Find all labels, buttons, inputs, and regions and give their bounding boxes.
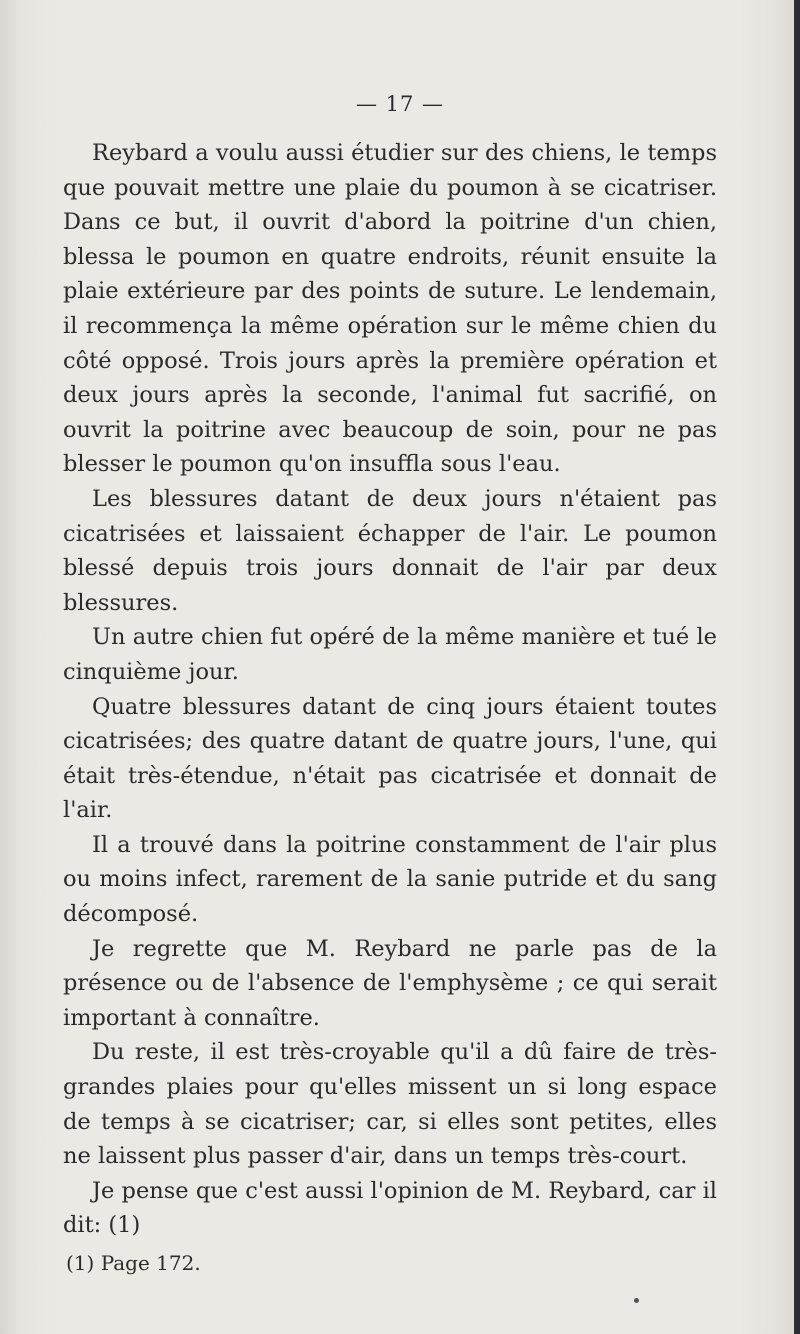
paragraph-6: Je regrette que M. Reybard ne parle pas de la présence ou de l'absence de l'emphysème ; ce qui serait important à connaître.: [63, 935, 717, 1031]
paragraph-7: Du reste, il est très-croyable qu'il a dû faire de très-grandes plaies pour qu'elles missent un si long espace de temps à se cicatriser; car, si elles sont petites, elles ne laissent plus passer d'air, dans un temps très-court.: [63, 1039, 717, 1170]
paragraph-5: Il a trouvé dans la poitrine constamment de l'air plus ou moins infect, rarement de la sanie putride et du sang décomposé.: [63, 831, 717, 928]
paragraph-2: Les blessures datant de deux jours n'étaient pas cicatrisées et laissaient échapper de l'air. Le poumon blessé depuis trois jours donnait de l'air par deux blessures.: [63, 485, 717, 616]
body-text: [63, 136, 717, 1243]
paragraph-8: Je pense que c'est aussi l'opinion de M. Reybard, car il dit: (1): [63, 1177, 717, 1239]
book-spine-edge: [794, 0, 800, 1334]
paragraph-1: Reybard a voulu aussi étudier sur des chiens, le temps que pouvait mettre une plaie du poumon à se cicatriser. Dans ce but, il ouvrit d'abord la poitrine d'un chien, blessa le poumon en quatre endroits, réunit ensuite la plaie extérieure par des points de suture. Le lendemain, il recommença la même opération sur le même chien du côté opposé. Trois jours après la première opération et deux jours après la seconde, l'animal fut sacrifié, on ouvrit la poitrine avec beaucoup de soin, pour ne pas blesser le poumon qu'on insuffla sous l'eau.: [63, 140, 717, 478]
ink-speck: [634, 1298, 639, 1303]
paragraph-4: Quatre blessures datant de cinq jours étaient toutes cicatrisées; des quatre datant de quatre jours, l'une, qui était très-étendue, n'était pas cicatrisée et donnait de l'air.: [63, 693, 717, 824]
paragraph-3: Un autre chien fut opéré de la même manière et tué le cinquième jour.: [63, 624, 717, 685]
page-number: — 17 —: [355, 92, 445, 116]
footnote: (1) Page 172.: [66, 1251, 201, 1275]
